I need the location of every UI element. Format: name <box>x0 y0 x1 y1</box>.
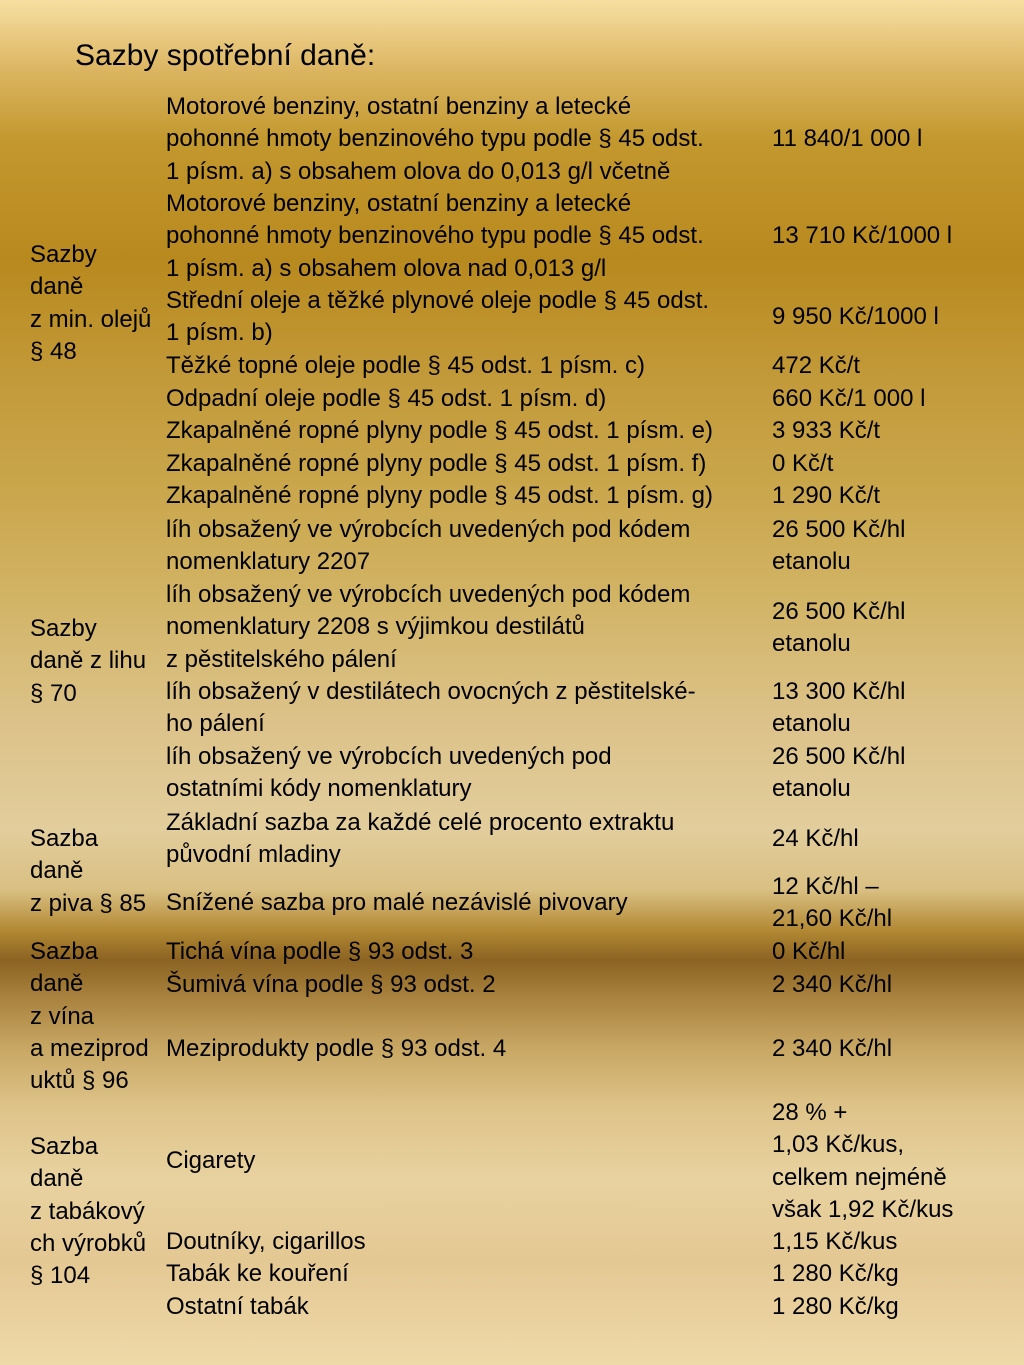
row-rate <box>772 676 905 741</box>
category-line: uktů § 96 <box>30 1067 129 1095</box>
row-description <box>166 1258 349 1290</box>
description-line: Ostatní tabák <box>166 1293 309 1320</box>
description-line: Těžké topné oleje podle § 45 odst. 1 písm. c) <box>166 352 645 379</box>
description-line: Tichá vína podle § 93 odst. 3 <box>166 938 474 965</box>
rate-line: 24 Kč/hl <box>772 825 859 852</box>
row-description <box>166 969 496 1001</box>
rate-line: však 1,92 Kč/kus <box>772 1195 954 1223</box>
row-description <box>166 1291 309 1323</box>
row-rate <box>772 823 859 855</box>
category-beer <box>30 823 146 920</box>
row-rate <box>772 871 892 936</box>
row-description <box>166 448 706 480</box>
row-description <box>166 887 628 919</box>
description-line: pohonné hmoty benzinového typu podle § 45 odst. <box>166 125 704 153</box>
description-line: Doutníky, cigarillos <box>166 1228 366 1255</box>
description-line: Zkapalněné ropné plyny podle § 45 odst. 1 písm. f) <box>166 450 707 477</box>
rate-line: 26 500 Kč/hl <box>772 598 906 625</box>
description-line: Střední oleje a těžké plynové oleje podle § 45 odst. <box>166 287 710 314</box>
row-description <box>166 741 612 806</box>
rate-line: 0 Kč/hl <box>772 938 846 965</box>
description-line: Zkapalněné ropné plyny podle § 45 odst. 1 písm. g) <box>166 482 714 509</box>
rate-line: 3 933 Kč/t <box>772 417 881 444</box>
row-description <box>166 514 690 579</box>
category-line: daně <box>30 970 84 998</box>
category-line: z vína <box>30 1002 95 1030</box>
row-description <box>166 676 696 741</box>
description-line: líh obsažený ve výrobcích uvedených pod kódem <box>166 581 691 608</box>
rate-line: etanolu <box>772 630 851 658</box>
description-line: Šumivá vína podle § 93 odst. 2 <box>166 971 496 998</box>
row-description <box>166 936 473 968</box>
category-line: Sazba <box>30 938 99 965</box>
category-line: ch výrobků <box>30 1229 147 1257</box>
rate-line: 9 950 Kč/1000 l <box>772 303 939 330</box>
category-line: z piva § 85 <box>30 889 147 917</box>
row-rate <box>772 123 922 155</box>
row-rate <box>772 596 905 661</box>
row-rate <box>772 220 952 252</box>
rate-line: 26 500 Kč/hl <box>772 516 906 543</box>
page-title: Sazby spotřební daně: <box>75 39 376 72</box>
category-line: daně <box>30 273 84 301</box>
rate-line: etanolu <box>772 548 851 576</box>
description-line: Cigarety <box>166 1147 256 1174</box>
row-description <box>166 480 713 512</box>
rate-line: 2 340 Kč/hl <box>772 971 893 998</box>
rate-line: etanolu <box>772 710 851 738</box>
description-line: ho pálení <box>166 710 265 738</box>
description-line: 1 písm. b) <box>166 319 273 347</box>
description-line: líh obsažený v destilátech ovocných z pěstitelské- <box>166 678 696 705</box>
row-rate <box>772 383 925 415</box>
rate-line: 1 280 Kč/kg <box>772 1260 899 1287</box>
category-line: z min. olejů <box>30 305 152 333</box>
category-line: z tabákový <box>30 1197 145 1225</box>
rate-line: 1,15 Kč/kus <box>772 1228 898 1255</box>
description-line: Snížené sazba pro malé nezávislé pivovary <box>166 889 628 916</box>
category-line: Sazby <box>30 615 97 642</box>
rate-line: 0 Kč/t <box>772 450 834 477</box>
row-description <box>166 383 606 415</box>
description-line: Odpadní oleje podle § 45 odst. 1 písm. d) <box>166 385 607 412</box>
row-rate <box>772 1258 899 1290</box>
category-line: daně <box>30 1165 84 1193</box>
description-line: líh obsažený ve výrobcích uvedených pod kódem <box>166 516 691 543</box>
category-line: § 104 <box>30 1262 91 1290</box>
row-description <box>166 188 704 285</box>
category-line: Sazby <box>30 241 97 268</box>
category-line: § 70 <box>30 679 77 707</box>
category-oils <box>30 239 151 368</box>
rate-line: 660 Kč/1 000 l <box>772 385 926 412</box>
rate-line: 13 300 Kč/hl <box>772 678 906 705</box>
row-rate <box>772 350 860 382</box>
row-rate <box>772 480 880 512</box>
rate-line: 28 % + <box>772 1099 848 1126</box>
rate-line: 11 840/1 000 l <box>772 125 923 152</box>
row-rate <box>772 514 905 579</box>
description-line: Základní sazba za každé celé procento extraktu <box>166 809 675 836</box>
rate-line: celkem nejméně <box>772 1163 947 1191</box>
description-line: líh obsažený ve výrobcích uvedených pod <box>166 743 612 770</box>
rate-line: 12 Kč/hl – <box>772 873 879 900</box>
row-description <box>166 1226 366 1258</box>
description-line: 1 písm. a) s obsahem olova do 0,013 g/l včetně <box>166 157 671 185</box>
row-rate <box>772 448 833 480</box>
rate-line: 2 340 Kč/hl <box>772 1035 893 1062</box>
description-line: Tabák ke kouření <box>166 1260 349 1287</box>
category-line: Sazba <box>30 1133 99 1160</box>
row-rate <box>772 1033 892 1065</box>
description-line: Meziprodukty podle § 93 odst. 4 <box>166 1035 507 1062</box>
description-line: nomenklatury 2207 <box>166 548 371 576</box>
category-wine <box>30 936 149 1097</box>
row-rate <box>772 415 880 447</box>
row-rate <box>772 1291 899 1323</box>
row-description <box>166 807 674 872</box>
row-rate <box>772 1226 897 1258</box>
description-line: nomenklatury 2208 s výjimkou destilátů <box>166 613 585 641</box>
row-rate <box>772 969 892 1001</box>
rate-line: etanolu <box>772 775 851 803</box>
description-line: pohonné hmoty benzinového typu podle § 45 odst. <box>166 222 704 250</box>
rate-line: 13 710 Kč/1000 l <box>772 222 953 249</box>
description-line: Zkapalněné ropné plyny podle § 45 odst. 1 písm. e) <box>166 417 714 444</box>
description-line: z pěstitelského pálení <box>166 645 397 673</box>
row-description <box>166 415 713 447</box>
row-description <box>166 1145 255 1177</box>
row-description <box>166 579 690 676</box>
description-line: Motorové benziny, ostatní benziny a letecké <box>166 93 632 120</box>
row-rate <box>772 301 939 333</box>
category-spirits <box>30 613 146 710</box>
description-line: ostatními kódy nomenklatury <box>166 775 472 803</box>
rate-line: 1,03 Kč/kus, <box>772 1131 905 1159</box>
category-line: § 48 <box>30 337 77 365</box>
row-rate <box>772 1097 953 1226</box>
category-tobacco <box>30 1131 146 1292</box>
category-line: daně <box>30 857 84 885</box>
category-line: Sazba <box>30 825 99 852</box>
rate-line: 1 280 Kč/kg <box>772 1293 899 1320</box>
row-rate <box>772 936 845 968</box>
rate-line: 1 290 Kč/t <box>772 482 881 509</box>
description-line: Motorové benziny, ostatní benziny a letecké <box>166 190 632 217</box>
description-line: 1 písm. a) s obsahem olova nad 0,013 g/l <box>166 254 607 282</box>
row-description <box>166 350 645 382</box>
row-rate <box>772 741 905 806</box>
row-description <box>166 285 709 350</box>
category-line: daně z lihu <box>30 647 147 675</box>
rate-line: 21,60 Kč/hl <box>772 905 893 933</box>
description-line: původní mladiny <box>166 841 341 869</box>
rate-line: 26 500 Kč/hl <box>772 743 906 770</box>
category-line: a meziprod <box>30 1034 149 1062</box>
rate-line: 472 Kč/t <box>772 352 861 379</box>
row-description <box>166 91 704 188</box>
row-description <box>166 1033 506 1065</box>
